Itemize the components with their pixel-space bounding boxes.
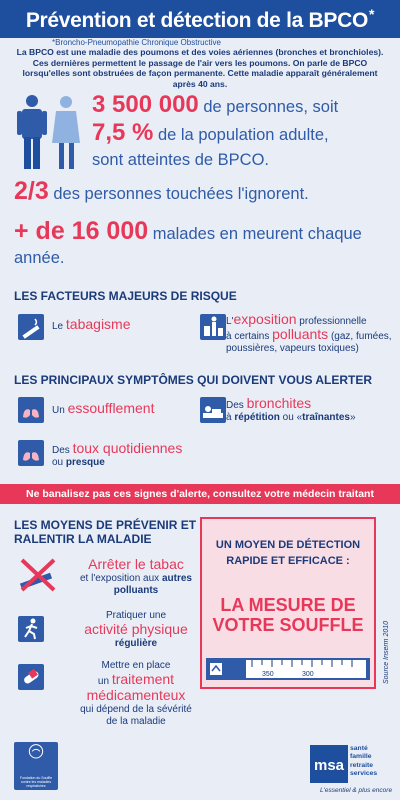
risk-occupational bbox=[226, 313, 394, 355]
header-banner bbox=[0, 0, 400, 38]
symptom-text: presque bbox=[65, 457, 105, 468]
stat-deaths-number: + de 16 000 bbox=[14, 217, 149, 245]
alert-text: Ne banalisez pas ces signes d'alerte, consultez votre médecin traitant bbox=[26, 488, 374, 500]
fondation-souffle-logo bbox=[14, 742, 58, 790]
prevent-text: et l'exposition aux bbox=[80, 573, 162, 584]
stat-text: malades en meurent chaque année. bbox=[14, 225, 362, 267]
prevent-quit-label: Arrêter le tabac bbox=[88, 556, 184, 572]
symptom-bronchitis bbox=[226, 397, 396, 424]
meter-label-350: 350 bbox=[262, 671, 274, 678]
detection-headline: LA MESURE DE VOTRE SOUFFLE bbox=[212, 595, 364, 635]
prevention-section-title: LES MOYENS DE PRÉVENIR ET RALENTIR LA MALADIE bbox=[14, 518, 197, 546]
msa-lines bbox=[350, 745, 377, 779]
stat-deaths bbox=[14, 219, 394, 270]
symptom-bronchitis-label: bronchites bbox=[246, 395, 312, 411]
msa-line: services bbox=[350, 770, 378, 778]
msa-logo bbox=[310, 745, 348, 783]
symptom-text: traînantes bbox=[302, 412, 350, 423]
msa-line: santé bbox=[350, 745, 368, 752]
detection-title: UN MOYEN DE DÉTECTION RAPIDE ET EFFICACE : bbox=[215, 539, 361, 567]
risk-section-title: LES FACTEURS MAJEURS DE RISQUE bbox=[14, 289, 237, 303]
people-illustration bbox=[14, 93, 86, 171]
symptom-text: répétition bbox=[234, 412, 280, 423]
prevent-text: Mettre en place bbox=[101, 660, 171, 671]
detection-box bbox=[200, 517, 376, 689]
source-text: Source Inserm 2010 bbox=[383, 620, 390, 684]
prevent-text: Pratiquer une bbox=[105, 610, 167, 621]
meter-label-300: 300 bbox=[302, 671, 314, 678]
prevent-medication-label: traitement médicamenteux bbox=[86, 671, 186, 703]
stat-unaware bbox=[14, 177, 394, 206]
msa-line: retraite bbox=[350, 761, 374, 769]
symptom-text: Un bbox=[52, 405, 68, 416]
stat-percent: 7,5 % bbox=[92, 119, 154, 146]
symptoms-section-title: LES PRINCIPAUX SYMPTÔMES QUI DOIVENT VOUS ALERTER bbox=[14, 373, 373, 387]
stat-text: de personnes, soit bbox=[198, 98, 339, 116]
svg-text:msa: msa bbox=[313, 757, 345, 774]
source-note bbox=[383, 598, 397, 688]
risk-text: à certains bbox=[226, 331, 273, 342]
factory-icon bbox=[200, 314, 226, 340]
prevent-text: un bbox=[97, 676, 112, 687]
peak-flow-meter-icon bbox=[206, 655, 370, 683]
symptom-text: ou bbox=[52, 457, 66, 468]
symptom-text: ou « bbox=[279, 412, 303, 423]
cigarette-icon bbox=[18, 314, 44, 340]
patient-icon bbox=[200, 397, 226, 423]
stat-text: des personnes touchées l'ignorent. bbox=[48, 185, 309, 203]
alert-banner bbox=[0, 484, 400, 504]
prevent-physical-activity bbox=[76, 610, 196, 650]
symptom-breathless-label: essoufflement bbox=[67, 400, 155, 416]
risk-smoking-label: tabagisme bbox=[65, 316, 131, 332]
stat-text: sont atteintes de BPCO. bbox=[92, 151, 270, 169]
risk-text: L' bbox=[226, 316, 234, 327]
prevent-activity-label: activité physique bbox=[84, 621, 188, 637]
lungs-icon bbox=[18, 440, 44, 466]
footnote: *Broncho-Pneumopathie Chronique Obstructive bbox=[52, 38, 221, 47]
prevent-text: autres polluants bbox=[113, 573, 192, 596]
msa-tagline: L'essentiel & plus encore bbox=[320, 787, 393, 794]
fondation-logo-text: Fondation du Souffle contre les maladies respiratoires bbox=[19, 776, 53, 788]
running-person-icon bbox=[18, 616, 44, 642]
risk-text: Le bbox=[52, 321, 66, 332]
risk-pollutants-label: polluants bbox=[272, 326, 329, 342]
intro-paragraph: La BPCO est une maladie des poumons et des voies aériennes (bronches et bronchioles). Ces dernières permettent le passage de l'air vers les poumons. On parle de BPCO lorsqu'elles sont obstruées de façon permanente. Cette maladie apparaît généralement après 40 ans. bbox=[16, 47, 384, 89]
risk-text: professionnelle bbox=[296, 316, 367, 327]
risk-text: (gaz, fumées, poussières, vapeurs toxiques) bbox=[226, 331, 392, 354]
risk-exposure-label: exposition bbox=[233, 311, 297, 327]
symptom-cough bbox=[52, 442, 182, 469]
lungs-icon bbox=[18, 397, 44, 423]
prevent-medication bbox=[76, 660, 196, 728]
symptom-text: Des bbox=[52, 445, 73, 456]
stat-number-persons: 3 500 000 bbox=[92, 91, 199, 118]
prevent-text: qui dépend de la sévérité de la maladie bbox=[80, 704, 192, 727]
title-asterisk: * bbox=[369, 5, 375, 22]
symptom-text: » bbox=[349, 412, 356, 423]
prevent-text: régulière bbox=[114, 638, 158, 649]
risk-smoking bbox=[52, 318, 131, 333]
msa-line: famille bbox=[350, 753, 372, 761]
title-text: Prévention et détection de la BPCO bbox=[25, 8, 369, 32]
symptom-text: à bbox=[226, 412, 235, 423]
stat-fraction: 2/3 bbox=[14, 177, 49, 205]
symptom-breathless bbox=[52, 402, 154, 417]
symptom-cough-label: toux quotidiennes bbox=[72, 440, 183, 456]
no-smoking-icon bbox=[16, 556, 60, 594]
pill-icon bbox=[18, 664, 44, 690]
symptom-text: Des bbox=[226, 400, 247, 411]
stat-prevalence bbox=[92, 92, 392, 173]
prevent-quit-smoking bbox=[76, 557, 196, 597]
stat-text: de la population adulte, bbox=[153, 126, 329, 144]
page-title bbox=[26, 6, 374, 33]
